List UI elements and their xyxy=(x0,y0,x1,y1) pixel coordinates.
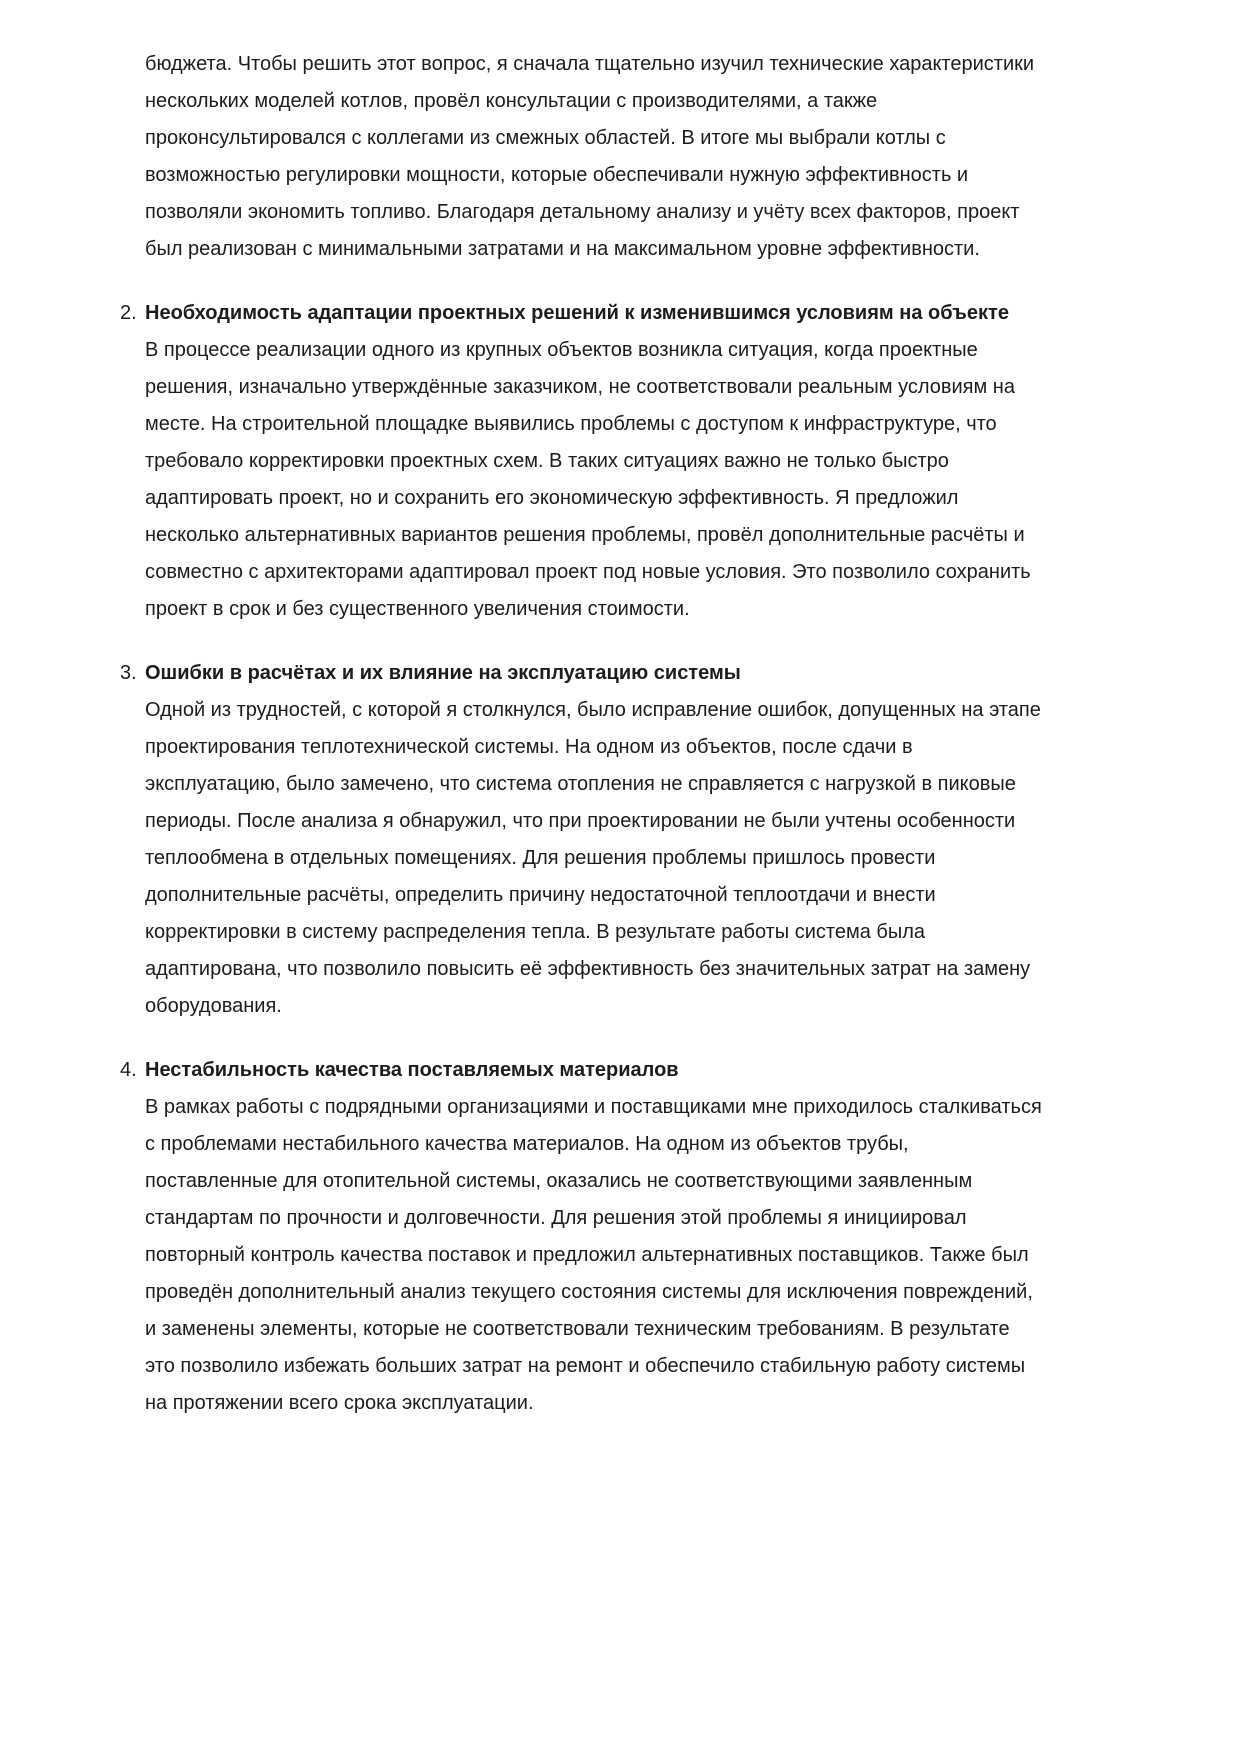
list-item-title: Ошибки в расчётах и их влияние на эксплуатацию системы xyxy=(145,662,741,684)
list-item-body: Одной из трудностей, с которой я столкнулся, было исправление ошибок, допущенных на этапе проектирования теплотехнической системы. На одном из объектов, после сдачи в эксплуатацию, было замечено, что система отопления не справляется с нагрузкой в пиковые периоды. После анализа я обнаружил, что при проектировании не были учтены особенности теплообмена в отдельных помещениях. Для решения проблемы пришлось провести дополнительные расчёты, определить причину недостаточной теплоотдачи и внести корректировки в систему распределения тепла. В результате работы система была адаптирована, что позволило повысить её эффективность без значительных затрат на замену оборудования. xyxy=(145,699,1041,1017)
list-item-3 xyxy=(120,655,1043,1025)
list-item-4 xyxy=(120,1052,1043,1422)
intro-continuation-paragraph: бюджета. Чтобы решить этот вопрос, я сначала тщательно изучил технические характеристики нескольких моделей котлов, провёл консультации с производителями, а также проконсультировался с коллегами из смежных областей. В итоге мы выбрали котлы с возможностью регулировки мощности, которые обеспечивали нужную эффективность и позволяли экономить топливо. Благодаря детальному анализу и учёту всех факторов, проект был реализован с минимальными затратами и на максимальном уровне эффективности. xyxy=(145,53,1035,260)
list-item-content xyxy=(145,295,1043,628)
list-item-title: Необходимость адаптации проектных решений к изменившимся условиям на объекте xyxy=(145,302,1009,324)
list-item-number: 3. xyxy=(120,662,137,684)
list-item-title: Нестабильность качества поставляемых материалов xyxy=(145,1059,679,1081)
list-item-number: 4. xyxy=(120,1059,137,1081)
list-item-content xyxy=(145,655,1043,1025)
list-item-body: В процессе реализации одного из крупных объектов возникла ситуация, когда проектные решения, изначально утверждённые заказчиком, не соответствовали реальным условиям на месте. На строительной площадке выявились проблемы с доступом к инфраструктуре, что требовало корректировки проектных схем. В таких ситуациях важно не только быстро адаптировать проект, но и сохранить его экономическую эффективность. Я предложил несколько альтернативных вариантов решения проблемы, провёл дополнительные расчёты и совместно с архитекторами адаптировал проект под новые условия. Это позволило сохранить проект в срок и без существенного увеличения стоимости. xyxy=(145,339,1031,620)
list-item-content xyxy=(145,1052,1043,1422)
list-item-number: 2. xyxy=(120,302,137,324)
list-item-body: В рамках работы с подрядными организациями и поставщиками мне приходилось сталкиваться с проблемами нестабильного качества материалов. На одном из объектов трубы, поставленные для отопительной системы, оказались не соответствующими заявленным стандартам по прочности и долговечности. Для решения этой проблемы я инициировал повторный контроль качества поставок и предложил альтернативных поставщиков. Также был проведён дополнительный анализ текущего состояния системы для исключения повреждений, и заменены элементы, которые не соответствовали техническим требованиям. В результате это позволило избежать больших затрат на ремонт и обеспечило стабильную работу системы на протяжении всего срока эксплуатации. xyxy=(145,1096,1042,1414)
list-item-2 xyxy=(120,295,1043,628)
